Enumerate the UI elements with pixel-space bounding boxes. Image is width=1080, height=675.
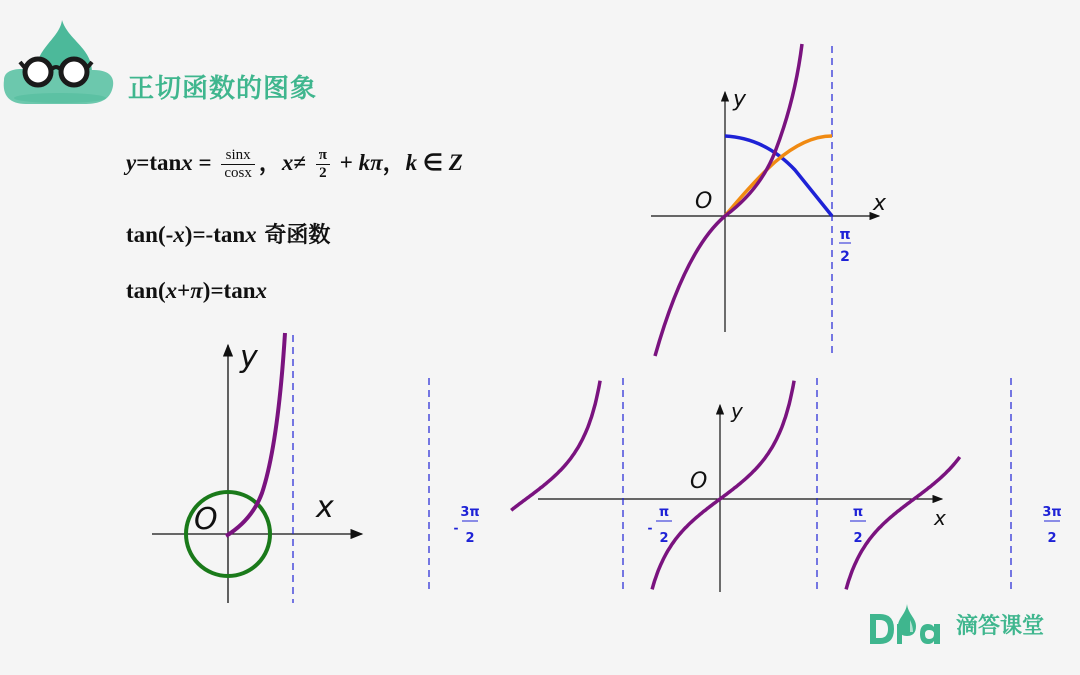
tick-denominator: 2	[840, 249, 850, 265]
dida-logo-icon	[866, 600, 948, 648]
brand-name: 滴答课堂	[956, 613, 1045, 639]
text: +	[177, 278, 191, 303]
tick-label	[1042, 505, 1061, 546]
pi: π	[370, 150, 383, 175]
graph-tan-construction	[645, 40, 895, 360]
odd-function-note: 奇函数	[256, 223, 331, 248]
tick-label	[454, 505, 480, 546]
tan-curve	[655, 44, 802, 356]
formula-odd-function	[126, 218, 330, 249]
separator: ，	[258, 150, 282, 175]
text: tan(-	[126, 222, 174, 247]
numerator: sinx	[221, 147, 255, 165]
origin-label: O	[194, 502, 218, 537]
tick-pi-numerator: π	[839, 227, 851, 243]
graph-unit-circle	[140, 325, 380, 610]
origin-label: O	[695, 189, 713, 214]
mascot-glasses-drop-icon	[0, 16, 120, 108]
var-x: x	[165, 278, 178, 303]
formula-tan-definition	[126, 144, 463, 182]
var-x: x	[173, 222, 185, 247]
origin-label: O	[690, 469, 708, 494]
var-k: k	[405, 150, 418, 175]
var-x: x	[245, 222, 257, 247]
brand	[866, 600, 1044, 648]
graph-tan-periodic	[453, 370, 1062, 600]
x-label: x	[934, 506, 946, 530]
var-k: k	[358, 150, 371, 175]
tick-numerator: π	[852, 505, 864, 520]
y-label: y	[733, 87, 747, 112]
tan-branch	[511, 381, 600, 511]
x-label: x	[316, 490, 334, 525]
denominator: 2	[319, 165, 327, 182]
tick-denominator: 2	[1047, 531, 1057, 546]
y-label: y	[240, 340, 258, 375]
tick-denominator: 2	[465, 531, 475, 546]
equals: =	[192, 150, 218, 175]
y-label: y	[731, 399, 743, 423]
tick-label	[850, 505, 866, 546]
comma: ，	[382, 150, 406, 175]
neq: ≠	[293, 150, 312, 175]
plus: +	[333, 150, 359, 175]
tick-numerator: 3π	[460, 505, 480, 520]
page-title: 正切函数的图象	[128, 74, 318, 104]
pi-over-2-fraction	[316, 147, 330, 182]
x-label: x	[873, 191, 887, 216]
element-of: ∈	[417, 150, 449, 175]
tick-sign: -	[453, 521, 459, 535]
tick-label	[648, 505, 672, 546]
formula-periodicity	[126, 278, 267, 304]
numerator: π	[316, 147, 330, 165]
pi: π	[190, 278, 203, 303]
var-x: x	[255, 278, 268, 303]
text: tan(	[126, 278, 166, 303]
var-y: y	[126, 150, 137, 175]
tick-numerator: π	[658, 505, 670, 520]
text: )=tan	[202, 278, 256, 303]
denominator: cosx	[224, 165, 252, 182]
tan-text: =tan	[136, 150, 182, 175]
text: )=-tan	[184, 222, 246, 247]
sin-over-cos-fraction	[221, 147, 255, 182]
var-x: x	[281, 150, 294, 175]
tick-sign: -	[647, 521, 653, 535]
tick-denominator: 2	[853, 531, 863, 546]
var-x: x	[181, 150, 193, 175]
tick-numerator: 3π	[1042, 505, 1062, 520]
tick-denominator: 2	[659, 531, 669, 546]
tan-branch	[652, 381, 794, 590]
set-z: Z	[448, 150, 463, 175]
